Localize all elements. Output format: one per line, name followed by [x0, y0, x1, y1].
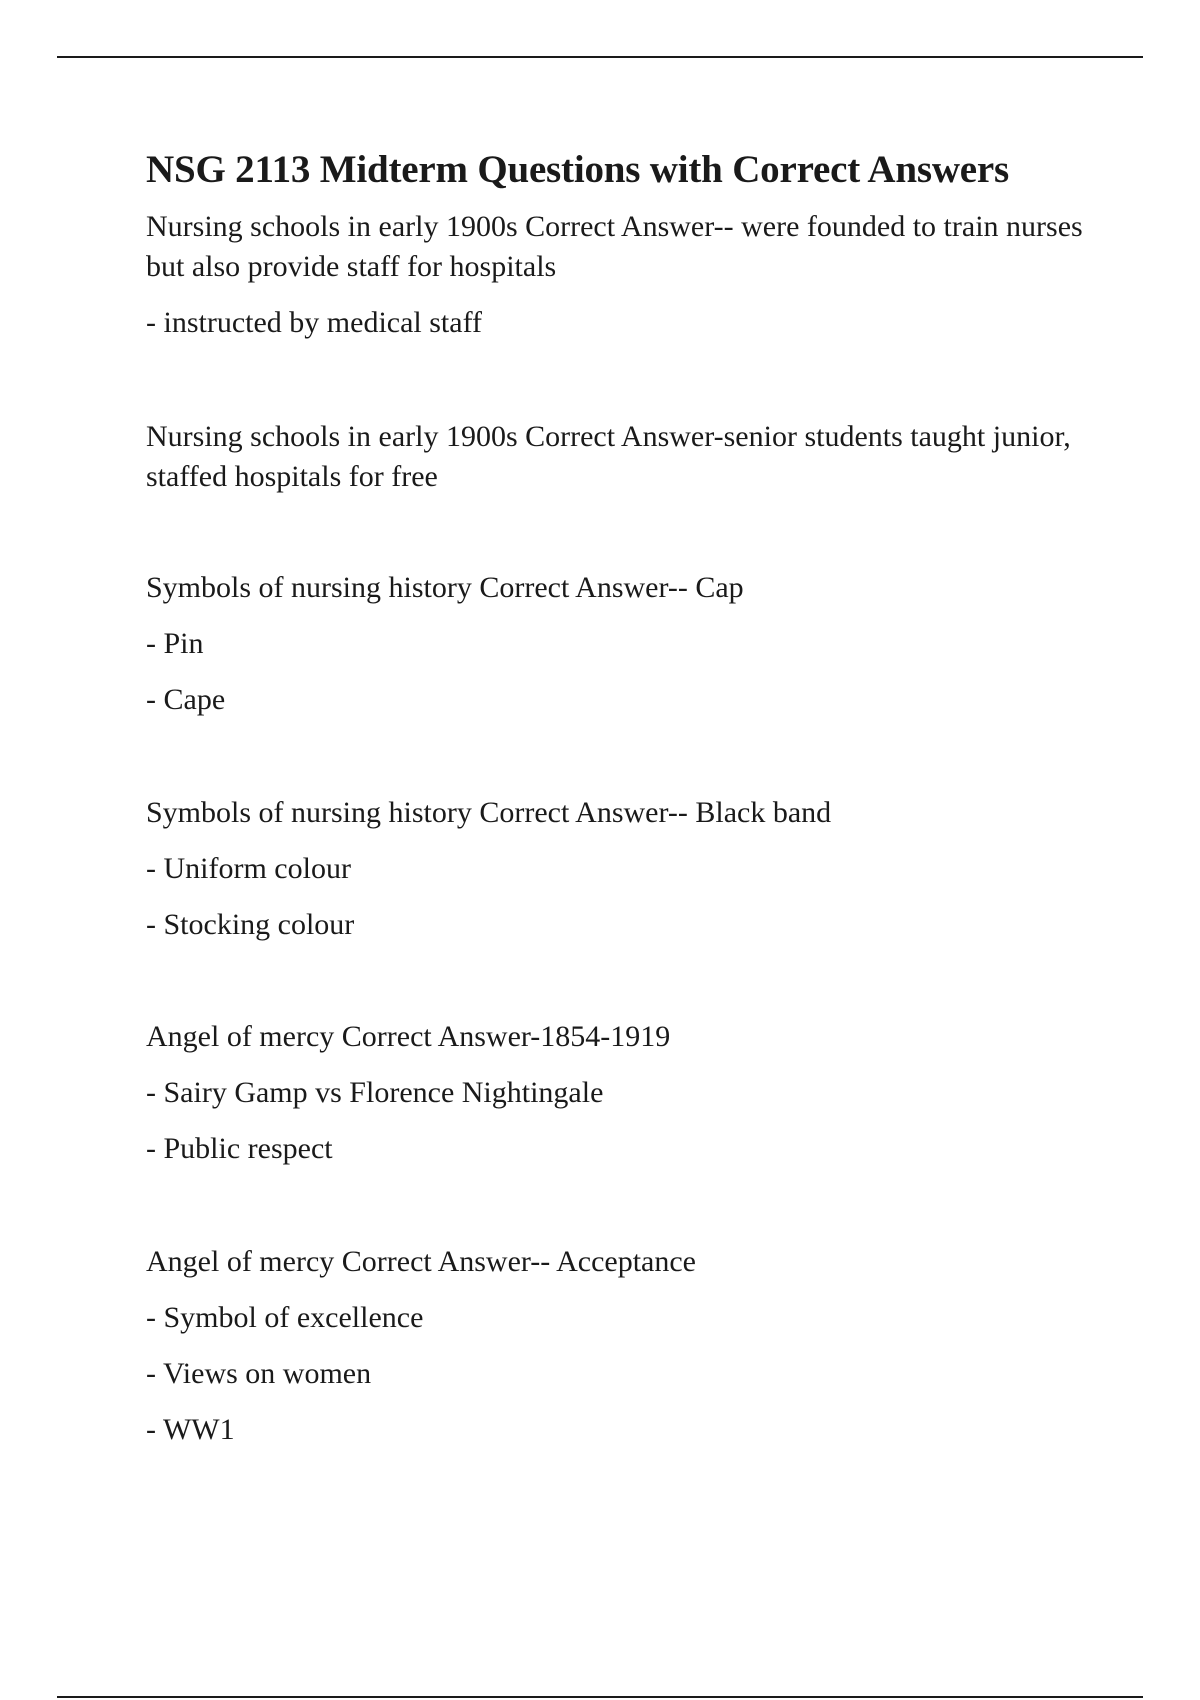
qa-entry-4	[146, 793, 1086, 945]
entry-question: Symbols of nursing history Correct Answer-- Cap	[146, 571, 744, 604]
entry-bullet: - Sairy Gamp vs Florence Nightingale	[146, 1076, 604, 1109]
qa-entry-5	[146, 1017, 1086, 1169]
entry-bullet: - Views on women	[146, 1357, 372, 1390]
entry-bullet: - Public respect	[146, 1132, 333, 1165]
entry-bullet: - Uniform colour	[146, 852, 351, 885]
entry-question: Nursing schools in early 1900s Correct Answer-- were founded to train nurses but also provide staff for hospitals	[146, 210, 1083, 283]
entry-question: Nursing schools in early 1900s Correct Answer-senior students taught junior, staffed hospitals for free	[146, 420, 1071, 493]
qa-entry-2	[146, 417, 1086, 513]
qa-entry-3	[146, 568, 1086, 720]
entry-bullet: - Symbol of excellence	[146, 1301, 424, 1334]
document-body	[146, 140, 1086, 1446]
entry-bullet: - Cape	[146, 683, 226, 716]
qa-entry-1	[146, 207, 1086, 343]
footer-rule	[57, 1696, 1143, 1698]
entry-question: Angel of mercy Correct Answer-- Acceptance	[146, 1245, 696, 1278]
entry-bullet: - Pin	[146, 627, 204, 660]
document-title: NSG 2113 Midterm Questions with Correct Answers	[146, 148, 1009, 191]
entry-question: Symbols of nursing history Correct Answer-- Black band	[146, 796, 832, 829]
qa-entry-6	[146, 1242, 1086, 1450]
entry-bullet: - instructed by medical staff	[146, 306, 483, 339]
entry-question: Angel of mercy Correct Answer-1854-1919	[146, 1020, 671, 1053]
entry-bullet: - WW1	[146, 1413, 235, 1446]
entry-bullet: - Stocking colour	[146, 908, 355, 941]
header-rule	[57, 56, 1143, 58]
